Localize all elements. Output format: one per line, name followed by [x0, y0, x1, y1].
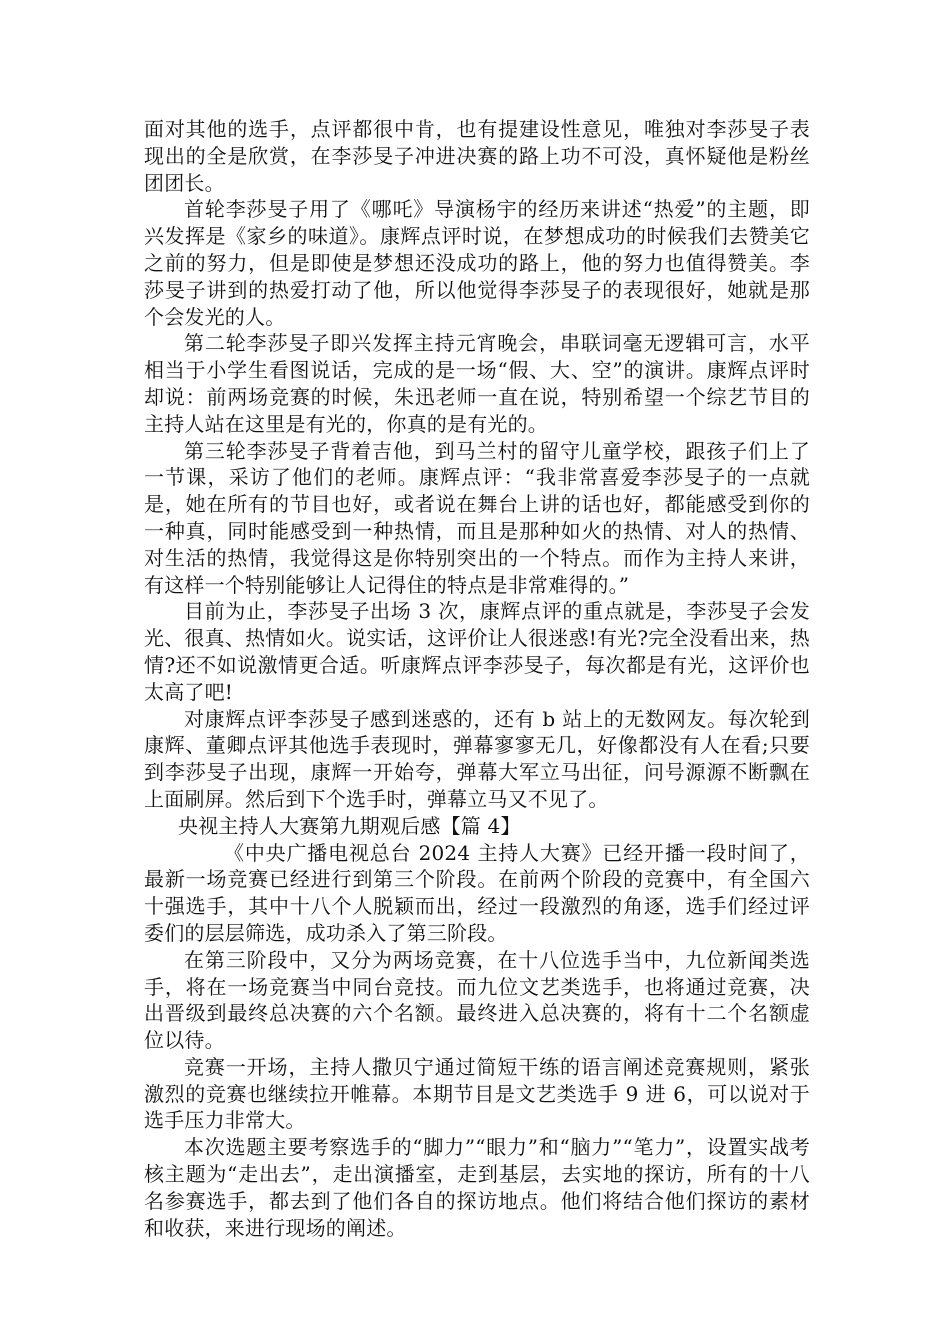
section-heading: 央视主持人大赛第九期观后感【篇 4】 — [178, 813, 521, 838]
paragraph: 首轮李莎旻子用了《哪吒》导演杨宇的经历来讲述“热爱”的主题，即兴发挥是《家乡的味道》。康辉点评时说，在梦想成功的时候我们去赞美它之前的努力，但是即使是梦想还没成功的路上，他的努力也值得赞美。李莎旻子讲到的热爱打动了他，所以他觉得李莎旻子的表现很好，她就是那个会发光的人。 — [144, 197, 810, 329]
paragraph: 面对其他的选手，点评都很中肯，也有提建设性意见，唯独对李莎旻子表现出的全是欣赏，在李莎旻子冲进决赛的路上功不可没，真怀疑他是粉丝团团长。 — [144, 117, 810, 195]
paragraph: 第二轮李莎旻子即兴发挥主持元宵晚会，串联词毫无逻辑可言，水平相当于小学生看图说话，完成的是一场“假、大、空”的演讲。康辉点评时却说：前两场竞赛的时候，朱迅老师一直在说，特别希望一个综艺节目的主持人站在这里是有光的，你真的是有光的。 — [144, 331, 810, 436]
paragraph: 在第三阶段中，又分为两场竞赛，在十八位选手当中，九位新闻类选手，将在一场竞赛当中同台竞技。而九位文艺类选手，也将通过竞赛，决出晋级到最终总决赛的六个名额。最终进入总决赛的，将有十二个名额虚位以待。 — [144, 947, 810, 1053]
paragraph: 《中央广播电视总台 2024 主持人大赛》已经开播一段时间了，最新一场竞赛已经进行到第三个阶段。在前两个阶段的竞赛中，有全国六十强选手，其中十八个人脱颖而出，经过一段激烈的角逐，选手们经过评委们的层层筛选，成功杀入了第三阶段。 — [144, 840, 810, 945]
paragraph: 对康辉点评李莎旻子感到迷惑的，还有 b 站上的无数网友。每次轮到康辉、董卿点评其他选手表现时，弹幕寥寥无几，好像都没有人在看;只要到李莎旻子出现，康辉一开始夸，弹幕大军立马出征，问号源源不断飘在上面刷屏。然后到下个选手时，弹幕立马又不见了。 — [144, 706, 810, 811]
paragraph: 第三轮李莎旻子背着吉他，到马兰村的留守儿童学校，跟孩子们上了一节课，采访了他们的老师。康辉点评：“我非常喜爱李莎旻子的一点就是，她在所有的节目也好，或者说在舞台上讲的话也好，都能感受到你的一种真，同时能感受到一种热情，而且是那种如火的热情、对人的热情、对生活的热情，我觉得这是你特别突出的一个特点。而作为主持人来讲，有这样一个特别能够让人记得住的特点是非常难得的。” — [144, 438, 810, 597]
paragraph: 目前为止，李莎旻子出场 3 次，康辉点评的重点就是，李莎旻子会发光、很真、热情如火。说实话，这评价让人很迷惑!有光?完全没看出来，热情?还不如说激情更合适。听康辉点评李莎旻子，每次都是有光，这评价也太高了吧! — [144, 599, 810, 704]
document-page — [144, 116, 810, 1241]
paragraph: 本次选题主要考察选手的“脚力”“眼力”和“脑力”“笔力”，设置实战考核主题为“走出去”，走出演播室，走到基层，去实地的探访，所有的十八名参赛选手，都去到了他们各自的探访地点。他们将结合他们探访的素材和收获，来进行现场的阐述。 — [144, 1135, 810, 1240]
paragraph: 竞赛一开场，主持人撒贝宁通过简短干练的语言阐述竞赛规则，紧张激烈的竞赛也继续拉开帷幕。本期节目是文艺类选手 9 进 6，可以说对于选手压力非常大。 — [144, 1054, 810, 1133]
